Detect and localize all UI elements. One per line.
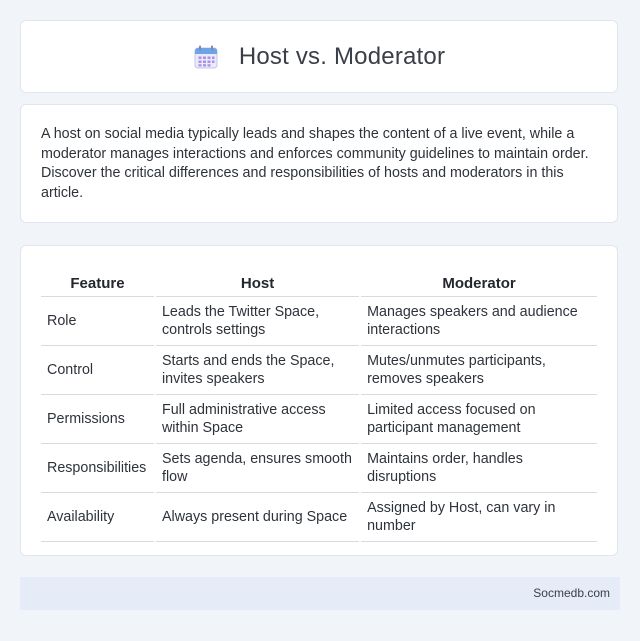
table-row [41,444,597,493]
comparison-table [39,264,599,542]
footer-site-link[interactable]: Socmedb.com [533,586,610,600]
footer-bar [20,577,620,610]
host-cell: Starts and ends the Space, invites speakers [156,346,359,395]
page-title: Host vs. Moderator [238,42,446,70]
host-cell: Sets agenda, ensures smooth flow [156,444,359,493]
comparison-table-card [20,245,618,556]
moderator-cell: Limited access focused on participant management [361,395,597,444]
feature-cell: Availability [41,493,154,542]
table-row [41,493,597,542]
table-row [41,297,597,346]
feature-cell: Control [41,346,154,395]
calendar-icon [193,44,219,70]
host-cell: Full administrative access within Space [156,395,359,444]
title-wrap [193,43,445,71]
table-header-row [41,264,597,297]
feature-cell: Permissions [41,395,154,444]
column-header-moderator: Moderator [361,264,597,297]
moderator-cell: Manages speakers and audience interactions [361,297,597,346]
column-header-host: Host [156,264,359,297]
moderator-cell: Maintains order, handles disruptions [361,444,597,493]
host-cell: Always present during Space [156,493,359,542]
moderator-cell: Mutes/unmutes participants, removes speakers [361,346,597,395]
column-header-feature: Feature [41,264,154,297]
host-cell: Leads the Twitter Space, controls settings [156,297,359,346]
feature-cell: Responsibilities [41,444,154,493]
title-card [20,20,618,93]
intro-card [20,104,618,223]
moderator-cell: Assigned by Host, can vary in number [361,493,597,542]
intro-paragraph: A host on social media typically leads and shapes the content of a live event, while a moderator manages interactions and enforces community guidelines to maintain order. Discover the critical differences and responsibilities of hosts and moderators in this article. [41,126,589,201]
feature-cell: Role [41,297,154,346]
table-row [41,346,597,395]
table-row [41,395,597,444]
